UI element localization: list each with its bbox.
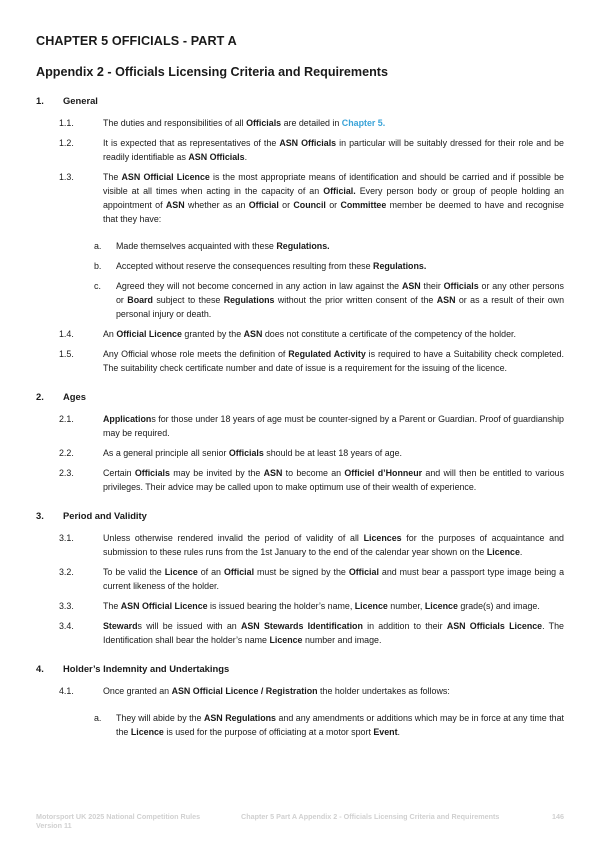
clause-1-3: 1.3. The ASN Official Licence is the most appropriate means of identification and should be carried and if possible be visible at all times when acting in the capacity of an Official. Every person body or group of people holding an appointment of ASN whether as an Official or Council or Committee member be deemed to have and recognise that they have: xyxy=(59,172,564,224)
page-footer xyxy=(36,812,564,830)
chapter-5-link[interactable]: Chapter 5. xyxy=(341,118,386,128)
clause-1-2: 1.2. It is expected that as representatives of the ASN Officials in particular will be suitably dressed for their role and be readily identifiable as ASN Officials. xyxy=(59,138,564,162)
clause-1-3-c: c. Agreed they will not become concerned in any action in law against the ASN their Officials or any other persons or Board subject to these Regulations without the prior written consent of the ASN or as a result of their own personal injury or death. xyxy=(94,281,564,319)
section-heading-general: 1. General xyxy=(36,95,98,106)
clause-2-1: 2.1. Applications for those under 18 years of age must be counter-signed by a Parent or Guardian. Proof of guardianship may be required. xyxy=(59,414,564,438)
clause-1-5: 1.5. Any Official whose role meets the definition of Regulated Activity is required to have a Suitability check completed. The suitability check certificate number and date of issue is a requirement for the issuing of the licence. xyxy=(59,349,564,373)
page-number: 146 xyxy=(552,812,564,821)
clause-4-1-a: a. They will abide by the ASN Regulations and any amendments or additions which may be in force at any time that the Licence is used for the purpose of officiating at a motor sport Event. xyxy=(94,713,565,737)
clause-1-3-a: a. Made themselves acquainted with these Regulations. xyxy=(94,241,330,251)
clause-3-1: 3.1. Unless otherwise rendered invalid the period of validity of all Licences for the purposes of acquaintance and submission to these rules runs from the 1st January to the end of the calendar year shown on the Licence. xyxy=(59,533,564,557)
footer-rules-title: Motorsport UK 2025 National Competition Rules xyxy=(36,812,201,821)
clause-3-4: 3.4. Stewards will be issued with an ASN Stewards Identification in addition to their ASN Officials Licence. The Identification shall bear the holder’s name Licence number and image. xyxy=(59,621,564,645)
clause-4-1: 4.1. Once granted an ASN Official Licence / Registration the holder undertakes as follows: xyxy=(59,686,450,696)
clause-1-4: 1.4. An Official Licence granted by the ASN does not constitute a certificate of the competency of the holder. xyxy=(59,329,516,339)
section-heading-ages: 2. Ages xyxy=(36,391,86,402)
clause-3-3: 3.3. The ASN Official Licence is issued bearing the holder’s name, Licence number, Licence grade(s) and image. xyxy=(59,601,540,611)
appendix-title: Appendix 2 - Officials Licensing Criteria and Requirements xyxy=(36,65,389,79)
clause-1-3-b: b. Accepted without reserve the consequences resulting from these Regulations. xyxy=(94,261,427,271)
footer-chapter-title: Chapter 5 Part A Appendix 2 - Officials Licensing Criteria and Requirements xyxy=(241,812,500,821)
footer-version: Version 11 xyxy=(36,821,72,830)
section-heading-period-validity: 3. Period and Validity xyxy=(36,510,147,521)
document-page xyxy=(36,34,564,745)
clause-1-1: 1.1. The duties and responsibilities of all Officials are detailed in Chapter 5. xyxy=(59,118,386,128)
clause-2-3: 2.3. Certain Officials may be invited by the ASN to become an Officiel d’Honneur and will then be entitled to various privileges. Their advice may be called upon to make optimum use of their wealth of experience. xyxy=(59,468,565,492)
section-heading-indemnity: 4. Holder’s Indemnity and Undertakings xyxy=(36,663,230,674)
chapter-title: CHAPTER 5 OFFICIALS - PART A xyxy=(36,34,237,48)
clause-2-2: 2.2. As a general principle all senior Officials should be at least 18 years of age. xyxy=(59,448,402,458)
clause-3-2: 3.2. To be valid the Licence of an Official must be signed by the Official and must bear a passport type image being a current likeness of the holder. xyxy=(59,567,565,591)
